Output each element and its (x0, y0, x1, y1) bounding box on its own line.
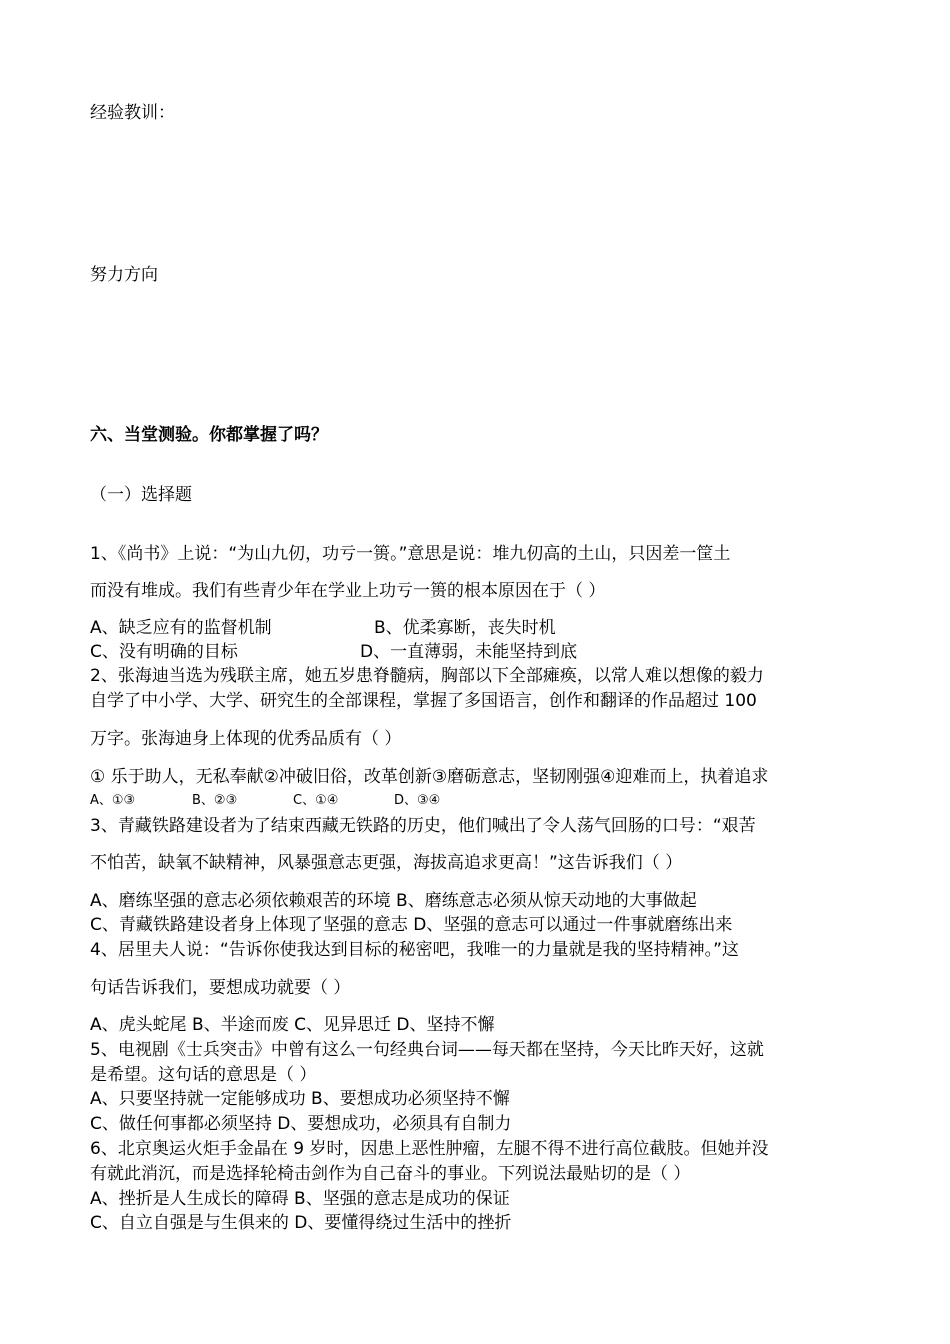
q2-option-row (90, 790, 440, 812)
q1-option-b[interactable]: B、优柔寡断，丧失时机 (374, 618, 556, 638)
q5-stem-line1: 5、电视剧《士兵突击》中曾有这么一句经典台词——每天都在坚持，今天比昨天好，这就 (90, 1040, 764, 1060)
q4-stem-line2: 句话告诉我们，要想成功就要（ ） (90, 978, 351, 998)
q5-stem-line2: 是希望。这句话的意思是（ ） (90, 1065, 317, 1085)
q6-option-row1[interactable]: A、挫折是人生成长的障碍 B、坚强的意志是成功的保证 (90, 1189, 510, 1209)
q3-option-row1[interactable]: A、磨练坚强的意志必须依赖艰苦的环境 B、磨练意志必须从惊天动地的大事做起 (90, 891, 697, 911)
q4-stem-line1: 4、居里夫人说：“告诉你使我达到目标的秘密吧，我唯一的力量就是我的坚持精神。”这 (90, 940, 739, 960)
q1-option-row2 (90, 641, 577, 663)
q2-option-b[interactable]: B、②③ (192, 793, 238, 808)
q1-option-row1 (90, 617, 556, 639)
q1-stem-line2: 而没有堆成。我们有些青少年在学业上功亏一篑的根本原因在于（ ） (90, 581, 606, 601)
q6-stem-line1: 6、北京奥运火炬手金晶在 9 岁时，因患上恶性肿瘤，左腿不得不进行高位截肢。但她并没 (90, 1139, 769, 1159)
q6-option-row2[interactable]: C、自立自强是与生俱来的 D、要懂得绕过生活中的挫折 (90, 1213, 512, 1233)
q2-stem-line2: 自学了中小学、大学、研究生的全部课程，掌握了多国语言，创作和翻译的作品超过 100 (90, 691, 757, 711)
q2-option-a[interactable]: A、①③ (90, 793, 136, 808)
direction-label: 努力方向 (90, 265, 158, 285)
q2-stem-line4: ① 乐于助人，无私奉献②冲破旧俗，改革创新③磨砺意志，坚韧刚强④迎难而上，执着追求 (90, 767, 769, 787)
q1-option-a[interactable]: A、缺乏应有的监督机制 (90, 618, 272, 638)
q2-option-c[interactable]: C、①④ (293, 793, 339, 808)
q6-stem-line2: 有就此消沉，而是选择轮椅击剑作为自己奋斗的事业。下列说法最贴切的是（ ） (90, 1164, 691, 1184)
q5-option-row1[interactable]: A、只要坚持就一定能够成功 B、要想成功必须坚持不懈 (90, 1089, 510, 1109)
lessons-label: 经验教训： (90, 103, 175, 123)
q1-option-c[interactable]: C、没有明确的目标 (90, 642, 238, 662)
q2-option-d[interactable]: D、③④ (394, 793, 441, 808)
q3-stem-line2: 不怕苦，缺氧不缺精神，风暴强意志更强，海拔高追求更高！”这告诉我们（ ） (90, 853, 683, 873)
q1-stem-line1: 1、《尚书》上说：“为山九仞，功亏一篑。”意思是说：堆九仞高的土山，只因差一筐土 (90, 544, 731, 564)
choice-subheading: （一）选择题 (90, 485, 192, 505)
q2-stem-line3: 万字。张海迪身上体现的优秀品质有（ ） (90, 729, 402, 749)
q3-stem-line1: 3、青藏铁路建设者为了结束西藏无铁路的历史，他们喊出了令人荡气回肠的口号：“艰苦 (90, 816, 756, 836)
quiz-heading: 六、当堂测验。你都掌握了吗？ (90, 425, 328, 445)
q1-option-d[interactable]: D、一直薄弱，未能坚持到底 (360, 642, 578, 662)
q4-option-row[interactable]: A、虎头蛇尾 B、半途而废 C、见异思迁 D、坚持不懈 (90, 1015, 495, 1035)
q2-stem-line1: 2、张海迪当选为残联主席，她五岁患脊髓病，胸部以下全部瘫痪，以常人难以想像的毅力 (90, 666, 764, 686)
q3-option-row2[interactable]: C、青藏铁路建设者身上体现了坚强的意志 D、坚强的意志可以通过一件事就磨练出来 (90, 915, 733, 935)
q5-option-row2[interactable]: C、做任何事都必须坚持 D、要想成功，必须具有自制力 (90, 1114, 512, 1134)
